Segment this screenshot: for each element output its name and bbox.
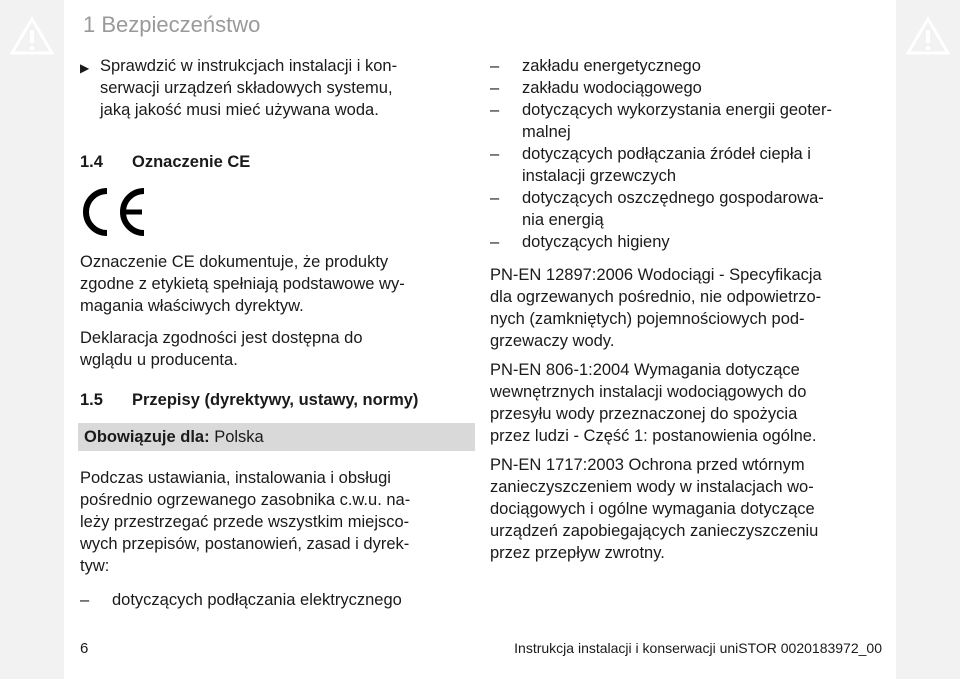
dash-text: dotyczących podłączania elektrycznego bbox=[112, 591, 402, 609]
heading-title: Oznaczenie CE bbox=[132, 153, 251, 171]
dash-text: zakładu wodociągowego bbox=[522, 79, 702, 97]
heading-1-4 bbox=[80, 151, 475, 173]
text-line: PN-EN 1717:2003 Ochrona przed wtórnym bbox=[490, 456, 805, 474]
warning-triangle-icon bbox=[10, 16, 54, 56]
dash-text: dotyczących podłączania źródeł ciepła i bbox=[522, 145, 811, 163]
text-line: grzewaczy wody. bbox=[490, 332, 615, 350]
text-line: leży przestrzegać przede wszystkim miejsco- bbox=[80, 513, 410, 531]
left-margin-bar bbox=[0, 0, 64, 679]
text-line: Oznaczenie CE dokumentuje, że produkty bbox=[80, 253, 389, 271]
standard-paragraph bbox=[490, 454, 890, 564]
dash-item bbox=[80, 589, 475, 611]
dash-text: nia energią bbox=[522, 211, 604, 229]
standard-paragraph bbox=[490, 264, 890, 352]
text-line: Deklaracja zgodności jest dostępna do bbox=[80, 329, 363, 347]
dash-item bbox=[490, 187, 890, 231]
dash-marker: – bbox=[490, 57, 500, 75]
ce-paragraph bbox=[80, 251, 475, 317]
dash-text: dotyczących higieny bbox=[522, 233, 670, 251]
dash-marker: – bbox=[490, 101, 500, 119]
text-line: przez przepływ zwrotny. bbox=[490, 544, 665, 562]
dash-marker: – bbox=[490, 189, 500, 207]
text-line: magania właściwych dyrektyw. bbox=[80, 297, 304, 315]
text-line: PN-EN 806-1:2004 Wymagania dotyczące bbox=[490, 361, 800, 379]
dash-item bbox=[490, 77, 890, 99]
standard-paragraph bbox=[490, 359, 890, 447]
dash-marker: – bbox=[490, 233, 500, 251]
dash-text: zakładu energetycznego bbox=[522, 57, 701, 75]
text-line: pośrednio ogrzewanego zasobnika c.w.u. na- bbox=[80, 491, 411, 509]
warning-triangle-icon bbox=[906, 16, 950, 56]
dash-item bbox=[490, 143, 890, 187]
dash-marker: – bbox=[490, 145, 500, 163]
right-margin-bar bbox=[896, 0, 960, 679]
bullet-line: Sprawdzić w instrukcjach instalacji i kon- bbox=[100, 57, 398, 75]
dash-text: dotyczących oszczędnego gospodarowa- bbox=[522, 189, 824, 207]
text-line: wglądu u producenta. bbox=[80, 351, 238, 369]
heading-number: 1.4 bbox=[80, 153, 103, 171]
dash-item bbox=[490, 55, 890, 77]
regulations-paragraph bbox=[80, 467, 475, 577]
footer-text: Instrukcja instalacji i konserwacji uniSTOR 0020183972_00 bbox=[514, 640, 882, 656]
declaration-paragraph bbox=[80, 327, 475, 371]
bullet-item bbox=[80, 55, 475, 121]
dash-marker: – bbox=[80, 591, 90, 609]
text-line: PN-EN 12897:2006 Wodociągi - Specyfikacja bbox=[490, 266, 822, 284]
dash-text: malnej bbox=[522, 123, 571, 141]
triangle-bullet-icon: ▶ bbox=[80, 61, 90, 75]
text-line: urządzeń zapobiegających zanieczyszczeniu bbox=[490, 522, 819, 540]
section-title: 1 Bezpieczeństwo bbox=[83, 12, 261, 37]
dash-item bbox=[490, 231, 890, 253]
dash-item bbox=[490, 99, 890, 143]
heading-number: 1.5 bbox=[80, 391, 103, 409]
dash-marker: – bbox=[490, 79, 500, 97]
text-line: dociągowych i ogólne wymagania dotyczące bbox=[490, 500, 815, 518]
text-line: Podczas ustawiania, instalowania i obsługi bbox=[80, 469, 391, 487]
dash-text: instalacji grzewczych bbox=[522, 167, 677, 185]
text-line: wewnętrznych instalacji wodociągowych do bbox=[490, 383, 807, 401]
text-line: przesyłu wody przeznaczonej do spożycia bbox=[490, 405, 798, 423]
right-column bbox=[490, 55, 890, 564]
applies-to-label: Obowiązuje dla: bbox=[84, 428, 210, 446]
text-line: zgodne z etykietą spełniają podstawowe wy- bbox=[80, 275, 405, 293]
text-line: zanieczyszczeniem wody w instalacjach wo- bbox=[490, 478, 814, 496]
applies-to-value: Polska bbox=[209, 428, 264, 446]
text-line: tyw: bbox=[80, 557, 110, 575]
dash-text: dotyczących wykorzystania energii geoter- bbox=[522, 101, 832, 119]
ce-mark-icon bbox=[80, 185, 150, 239]
applies-to-box bbox=[78, 423, 475, 451]
text-line: nych (zamkniętych) pojemnościowych pod- bbox=[490, 310, 805, 328]
page-number: 6 bbox=[80, 640, 89, 657]
heading-1-5 bbox=[80, 389, 475, 411]
text-line: przez ludzi - Część 1: postanowienia ogólne. bbox=[490, 427, 817, 445]
heading-title: Przepisy (dyrektywy, ustawy, normy) bbox=[132, 391, 419, 409]
left-column bbox=[80, 55, 475, 611]
bullet-line: jaką jakość musi mieć używana woda. bbox=[100, 101, 379, 119]
text-line: dla ogrzewanych pośrednio, nie odpowietrzo- bbox=[490, 288, 822, 306]
bullet-line: serwacji urządzeń składowych systemu, bbox=[100, 79, 393, 97]
text-line: wych przepisów, postanowień, zasad i dyrek- bbox=[80, 535, 410, 553]
